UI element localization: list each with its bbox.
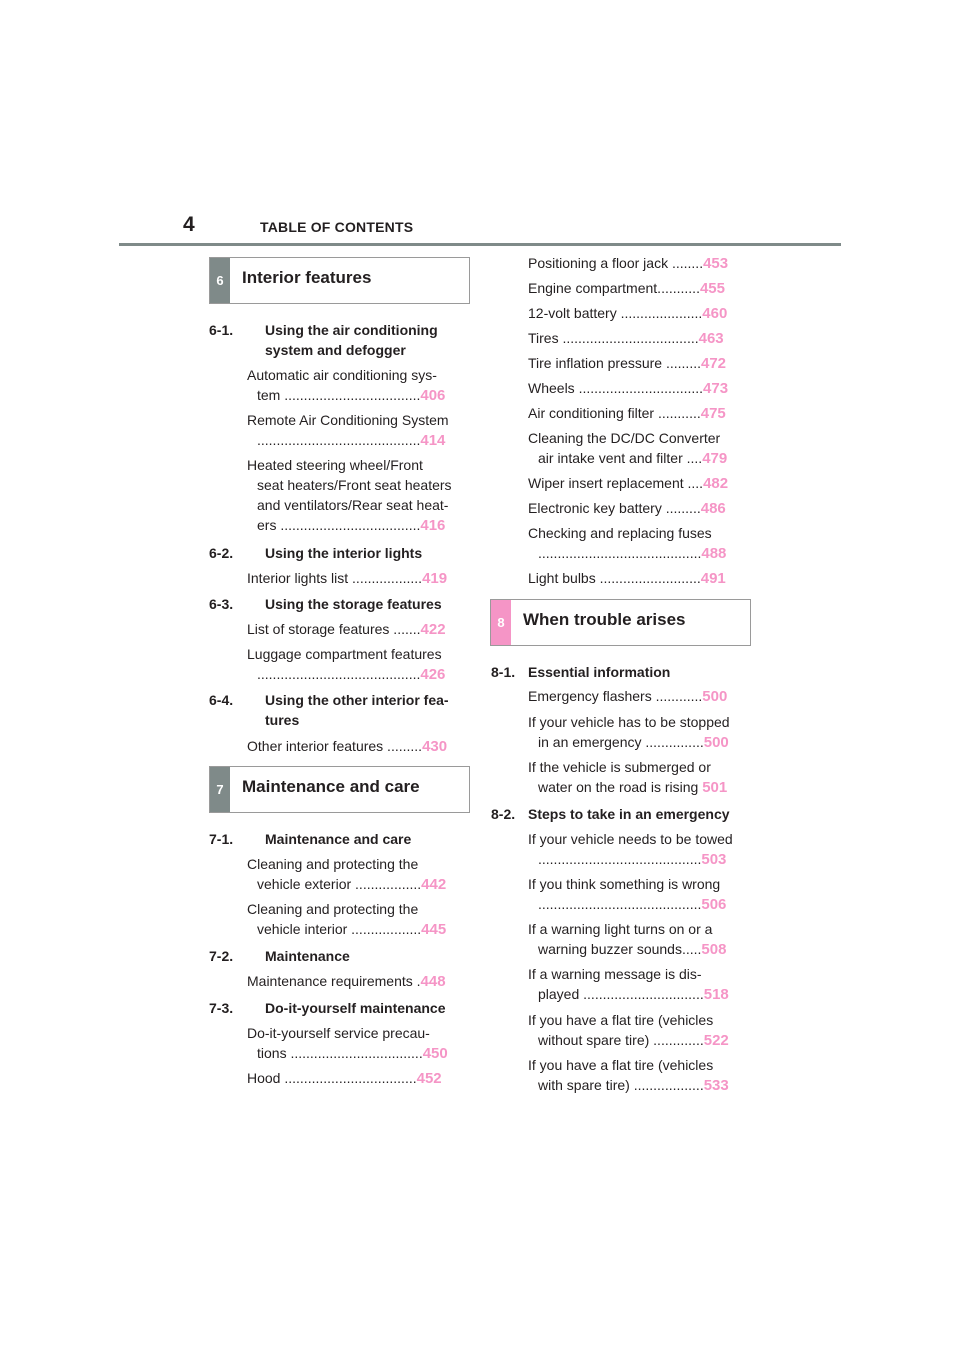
toc-entry[interactable]: [528, 278, 725, 299]
entry-page-link[interactable]: 419: [422, 570, 448, 587]
toc-entry[interactable]: [528, 874, 726, 915]
group-number: 8-2.: [491, 806, 516, 822]
section-7-tab: 7: [210, 767, 230, 812]
toc-entry[interactable]: [528, 568, 726, 589]
entry-page-link[interactable]: 533: [703, 1077, 729, 1094]
entry-line: Electronic key battery .........: [528, 500, 701, 516]
group-number: 7-2.: [209, 948, 234, 964]
entry-line: warning buzzer sounds.....: [538, 941, 702, 957]
entry-line: If the vehicle is submerged or: [528, 759, 711, 775]
toc-entry[interactable]: [528, 964, 729, 1005]
group-6-1: [209, 320, 485, 360]
entry-page-link[interactable]: 463: [698, 330, 724, 347]
group-6-3: [209, 594, 485, 614]
toc-entry[interactable]: [247, 568, 447, 589]
group-8-2: [491, 804, 748, 824]
page-title: TABLE OF CONTENTS: [260, 219, 414, 235]
entry-line: ..........................................: [257, 666, 421, 682]
header-rule: [119, 243, 841, 246]
entry-page-link[interactable]: 482: [703, 475, 729, 492]
entry-page-link[interactable]: 430: [422, 738, 448, 755]
toc-entry[interactable]: [247, 899, 446, 940]
group-title: Using the interior lights: [265, 545, 423, 561]
entry-page-link[interactable]: 406: [420, 387, 446, 404]
entry-page-link[interactable]: 473: [703, 380, 729, 397]
group-title: Using the storage features: [265, 596, 442, 612]
entry-line: Cleaning the DC/DC Converter: [528, 430, 721, 446]
toc-entry[interactable]: [528, 378, 728, 399]
entry-page-link[interactable]: 472: [701, 355, 727, 372]
section-8-title: When trouble arises: [523, 610, 686, 629]
entry-page-link[interactable]: 448: [420, 973, 446, 990]
entry-page-link[interactable]: 460: [702, 305, 728, 322]
group-6-2: [209, 543, 485, 563]
entry-line: without spare tire) .............: [538, 1032, 704, 1048]
entry-line: If you have a flat tire (vehicles: [528, 1012, 714, 1028]
group-title-line2: system and defogger: [265, 342, 406, 358]
entry-page-link[interactable]: 426: [420, 666, 446, 683]
entry-line: seat heaters/Front seat heaters: [257, 477, 452, 493]
toc-entry[interactable]: [528, 523, 726, 564]
group-title: Maintenance and care: [265, 831, 412, 847]
entry-line: Remote Air Conditioning System: [247, 412, 449, 428]
entry-page-link[interactable]: 488: [701, 545, 727, 562]
entry-line: Tires ...................................: [528, 330, 699, 346]
group-title: Maintenance: [265, 948, 350, 964]
entry-line: Wheels ................................: [528, 380, 704, 396]
group-title-line1: Using the air conditioning: [265, 322, 438, 338]
entry-line: air intake vent and filter ....: [538, 450, 703, 466]
group-title-line2: tures: [265, 712, 300, 728]
entry-page-link[interactable]: 486: [700, 500, 726, 517]
entry-line: ers ....................................: [257, 517, 421, 533]
toc-entry[interactable]: [528, 253, 728, 274]
entry-page-link[interactable]: 501: [702, 779, 728, 796]
entry-page-link[interactable]: 500: [702, 688, 728, 705]
entry-line: If you think something is wrong: [528, 876, 721, 892]
section-7-header[interactable]: [209, 766, 470, 813]
toc-entry[interactable]: [528, 1055, 729, 1096]
entry-line: with spare tire) ..................: [538, 1077, 704, 1093]
entry-page-link[interactable]: 522: [703, 1032, 729, 1049]
entry-page-link[interactable]: 506: [701, 896, 727, 913]
entry-line: Emergency flashers ............: [528, 688, 703, 704]
entry-page-link[interactable]: 503: [701, 851, 727, 868]
toc-entry[interactable]: [247, 736, 447, 757]
entry-line: 12-volt battery .....................: [528, 305, 703, 321]
entry-page-link[interactable]: 479: [702, 450, 728, 467]
entry-page-link[interactable]: 508: [701, 941, 727, 958]
toc-entry[interactable]: [528, 712, 730, 753]
entry-line: Wiper insert replacement ....: [528, 475, 704, 491]
entry-line: vehicle interior ..................: [257, 921, 422, 937]
toc-entry[interactable]: [247, 971, 446, 992]
entry-line: Tire inflation pressure .........: [528, 355, 701, 371]
group-title-line1: Using the other interior fea-: [265, 692, 449, 708]
toc-entry[interactable]: [247, 365, 445, 406]
entry-page-link[interactable]: 500: [703, 734, 729, 751]
entry-line: played ...............................: [538, 986, 704, 1002]
entry-line: in an emergency ...............: [538, 734, 704, 750]
entry-line: Light bulbs ..........................: [528, 570, 701, 586]
group-number: 8-1.: [491, 664, 516, 680]
entry-page-link[interactable]: 450: [422, 1045, 448, 1062]
page-number: 4: [183, 213, 195, 236]
group-title: Do-it-yourself maintenance: [265, 1000, 446, 1016]
entry-line: ..........................................: [538, 545, 702, 561]
entry-line: If your vehicle needs to be towed: [528, 831, 733, 847]
toc-entry[interactable]: [528, 473, 728, 494]
group-number: 6-1.: [209, 322, 234, 338]
section-8-tab: 8: [491, 600, 511, 645]
entry-page-link[interactable]: 475: [700, 405, 726, 422]
toc-entry[interactable]: [528, 353, 726, 374]
entry-page-link[interactable]: 452: [416, 1070, 442, 1087]
group-title: Essential information: [528, 664, 671, 680]
toc-entry[interactable]: [528, 498, 726, 519]
entry-line: Hood ..................................: [247, 1070, 417, 1086]
section-8-header[interactable]: [490, 599, 751, 646]
entry-line: ..........................................: [538, 851, 702, 867]
entry-line: Maintenance requirements .: [247, 973, 421, 989]
toc-entry[interactable]: [247, 455, 452, 536]
toc-entry[interactable]: [528, 686, 727, 707]
group-title: Steps to take in an emergency: [528, 806, 730, 822]
entry-line: tions ..................................: [257, 1045, 423, 1061]
group-number: 6-4.: [209, 692, 234, 708]
toc-entry[interactable]: [247, 619, 446, 640]
entry-line: Engine compartment...........: [528, 280, 700, 296]
toc-entry[interactable]: [528, 428, 727, 469]
section-6-header[interactable]: [209, 257, 470, 304]
section-6-tab: 6: [210, 258, 230, 303]
group-7-1: [209, 829, 485, 849]
entry-page-link[interactable]: 416: [420, 517, 446, 534]
toc-entry[interactable]: [247, 854, 446, 895]
group-6-4: [209, 690, 485, 730]
toc-entry[interactable]: [247, 644, 445, 685]
entry-page-link[interactable]: 422: [420, 621, 446, 638]
section-7-title: Maintenance and care: [242, 777, 420, 796]
entry-line: ..........................................: [257, 432, 421, 448]
entry-line: If your vehicle has to be stopped: [528, 714, 730, 730]
entry-page-link[interactable]: 453: [703, 255, 729, 272]
toc-entry[interactable]: [528, 328, 724, 349]
entry-line: and ventilators/Rear seat heat-: [257, 497, 449, 513]
entry-page-link[interactable]: 442: [421, 876, 447, 893]
group-7-3: [209, 998, 485, 1018]
group-number: 7-1.: [209, 831, 234, 847]
entry-line: If a warning message is dis-: [528, 966, 702, 982]
toc-entry[interactable]: [528, 829, 733, 870]
entry-line: Cleaning and protecting the: [247, 901, 419, 917]
entry-line: Positioning a floor jack ........: [528, 255, 704, 271]
entry-line: Cleaning and protecting the: [247, 856, 419, 872]
entry-line: vehicle exterior .................: [257, 876, 422, 892]
toc-entry[interactable]: [247, 410, 449, 451]
toc-entry[interactable]: [528, 303, 727, 324]
entry-line: Checking and replacing fuses: [528, 525, 712, 541]
group-number: 6-3.: [209, 596, 234, 612]
toc-entry[interactable]: [528, 919, 726, 960]
entry-line: water on the road is rising: [538, 779, 699, 795]
group-7-2: [209, 946, 485, 966]
toc-entry[interactable]: [528, 1010, 729, 1051]
toc-entry[interactable]: [247, 1068, 442, 1089]
entry-page-link[interactable]: 491: [700, 570, 726, 587]
group-number: 7-3.: [209, 1000, 234, 1016]
entry-line: Luggage compartment features: [247, 646, 442, 662]
entry-line: Automatic air conditioning sys-: [247, 367, 437, 383]
group-number: 6-2.: [209, 545, 234, 561]
entry-line: Heated steering wheel/Front: [247, 457, 423, 473]
entry-line: Other interior features .........: [247, 738, 423, 754]
entry-page-link[interactable]: 414: [420, 432, 446, 449]
toc-entry[interactable]: [528, 757, 727, 798]
entry-line: If you have a flat tire (vehicles: [528, 1057, 714, 1073]
entry-line: List of storage features .......: [247, 621, 421, 637]
group-8-1: [491, 662, 748, 682]
entry-line: If a warning light turns on or a: [528, 921, 713, 937]
toc-entry[interactable]: [528, 403, 726, 424]
entry-line: Do-it-yourself service precau-: [247, 1025, 430, 1041]
entry-page-link[interactable]: 445: [421, 921, 447, 938]
entry-line: Interior lights list ..................: [247, 570, 423, 586]
toc-entry[interactable]: [247, 1023, 448, 1064]
entry-line: tem ...................................: [257, 387, 421, 403]
entry-page-link[interactable]: 518: [703, 986, 729, 1003]
entry-line: ..........................................: [538, 896, 702, 912]
entry-page-link[interactable]: 455: [699, 280, 725, 297]
section-6-title: Interior features: [242, 268, 372, 287]
entry-line: Air conditioning filter ...........: [528, 405, 701, 421]
